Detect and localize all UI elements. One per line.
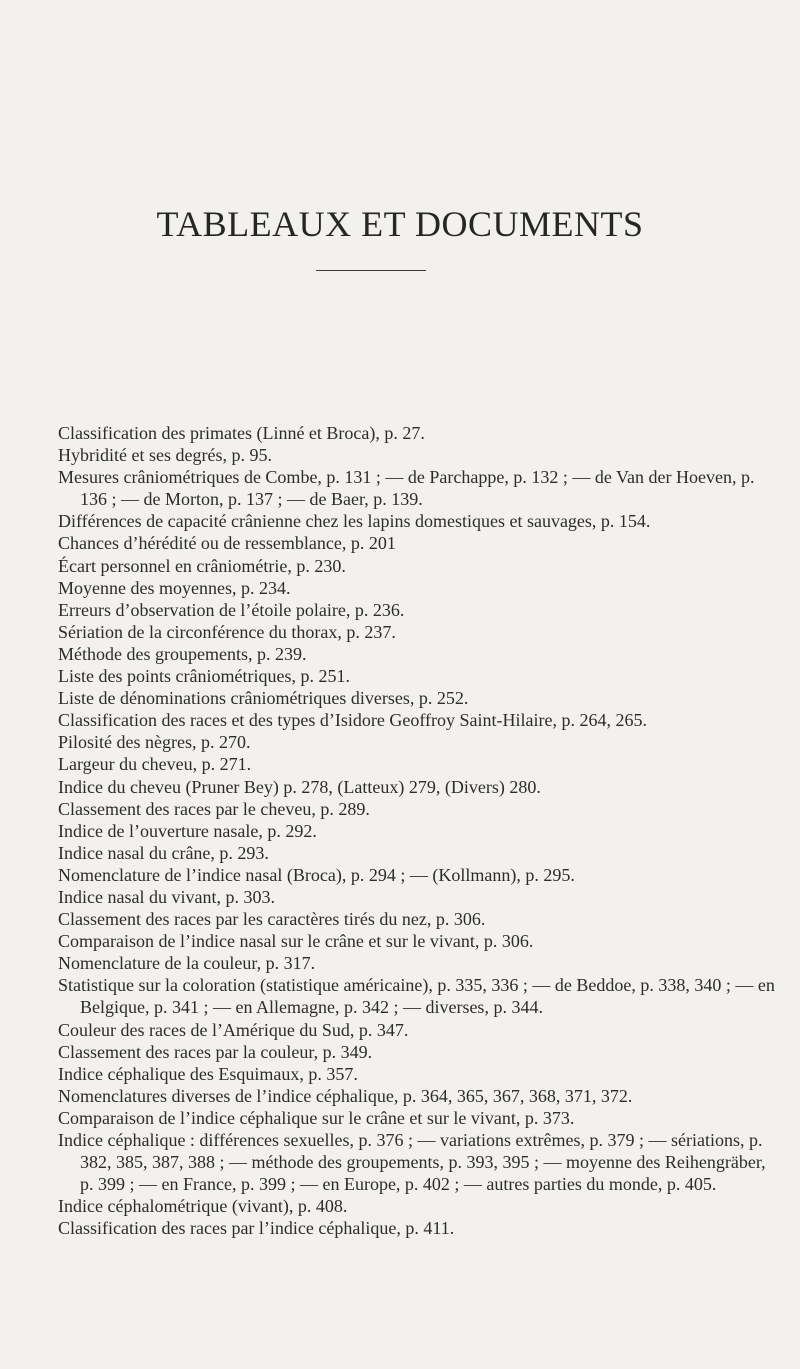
list-item: Comparaison de l’indice nasal sur le crâne et sur le vivant, p. 306. [58,931,534,952]
list-item: Mesures crâniométriques de Combe, p. 131 ; — de Parchappe, p. 132 ; — de Van der Hoeven, p. 136 ; — de Morton, p. 137 ; — de Baer, p. 139. [58,467,755,510]
title-divider [316,270,426,271]
list-item: Méthode des groupements, p. 239. [58,643,307,664]
list-item: Classement des races par les caractères tirés du nez, p. 306. [58,909,486,930]
list-item: Nomenclature de l’indice nasal (Broca), p. 294 ; — (Kollmann), p. 295. [58,864,575,885]
list-item: Indice céphalique : différences sexuelles, p. 376 ; — variations extrêmes, p. 379 ; — sériations, p. 382, 385, 387, 388 ; — méthode des groupements, p. 393, 395 ; — moyenne des Reihengräber, p. 399 ; — en France, p. 399 ; — en Europe, p. 402 ; — autres parties du monde, p. 405. [58,1130,766,1195]
list-item: Écart personnel en crâniométrie, p. 230. [58,555,346,576]
list-item: Statistique sur la coloration (statistique américaine), p. 335, 336 ; — de Beddoe, p. 338, 340 ; — en Belgique, p. 341 ; — en Allemagne, p. 342 ; — diverses, p. 344. [58,975,775,1018]
page-title: TABLEAUX ET DOCUMENTS [156,204,644,244]
list-item: Indice céphalique des Esquimaux, p. 357. [58,1063,358,1084]
list-item: Classification des races par l’indice céphalique, p. 411. [58,1218,455,1239]
list-item: Indice de l’ouverture nasale, p. 292. [58,820,317,841]
list-item: Couleur des races de l’Amérique du Sud, p. 347. [58,1019,409,1040]
entry-list [58,422,780,1239]
list-item: Indice céphalométrique (vivant), p. 408. [58,1196,348,1217]
list-item: Indice nasal du crâne, p. 293. [58,842,269,863]
list-item: Classification des races et des types d’Isidore Geoffroy Saint-Hilaire, p. 264, 265. [58,710,648,731]
list-item: Erreurs d’observation de l’étoile polaire, p. 236. [58,599,405,620]
list-item: Hybridité et ses degrés, p. 95. [58,445,272,466]
list-item: Classement des races par la couleur, p. 349. [58,1041,373,1062]
list-item: Pilosité des nègres, p. 270. [58,732,251,753]
list-item: Classement des races par le cheveu, p. 289. [58,798,370,819]
list-item: Largeur du cheveu, p. 271. [58,754,252,775]
list-item: Moyenne des moyennes, p. 234. [58,577,291,598]
list-item: Sériation de la circonférence du thorax, p. 237. [58,621,396,642]
list-item: Nomenclature de la couleur, p. 317. [58,953,316,974]
list-item: Liste de dénominations crâniométriques diverses, p. 252. [58,688,469,709]
list-item: Liste des points crâniométriques, p. 251. [58,666,350,687]
list-item: Différences de capacité crânienne chez les lapins domestiques et sauvages, p. 154. [58,511,651,532]
list-item: Indice nasal du vivant, p. 303. [58,886,275,907]
list-item: Comparaison de l’indice céphalique sur le crâne et sur le vivant, p. 373. [58,1107,575,1128]
list-item: Chances d’hérédité ou de ressemblance, p. 201 [58,533,396,554]
list-item: Indice du cheveu (Pruner Bey) p. 278, (Latteux) 279, (Divers) 280. [58,776,541,797]
list-item: Nomenclatures diverses de l’indice céphalique, p. 364, 365, 367, 368, 371, 372. [58,1085,633,1106]
list-item: Classification des primates (Linné et Broca), p. 27. [58,423,425,443]
